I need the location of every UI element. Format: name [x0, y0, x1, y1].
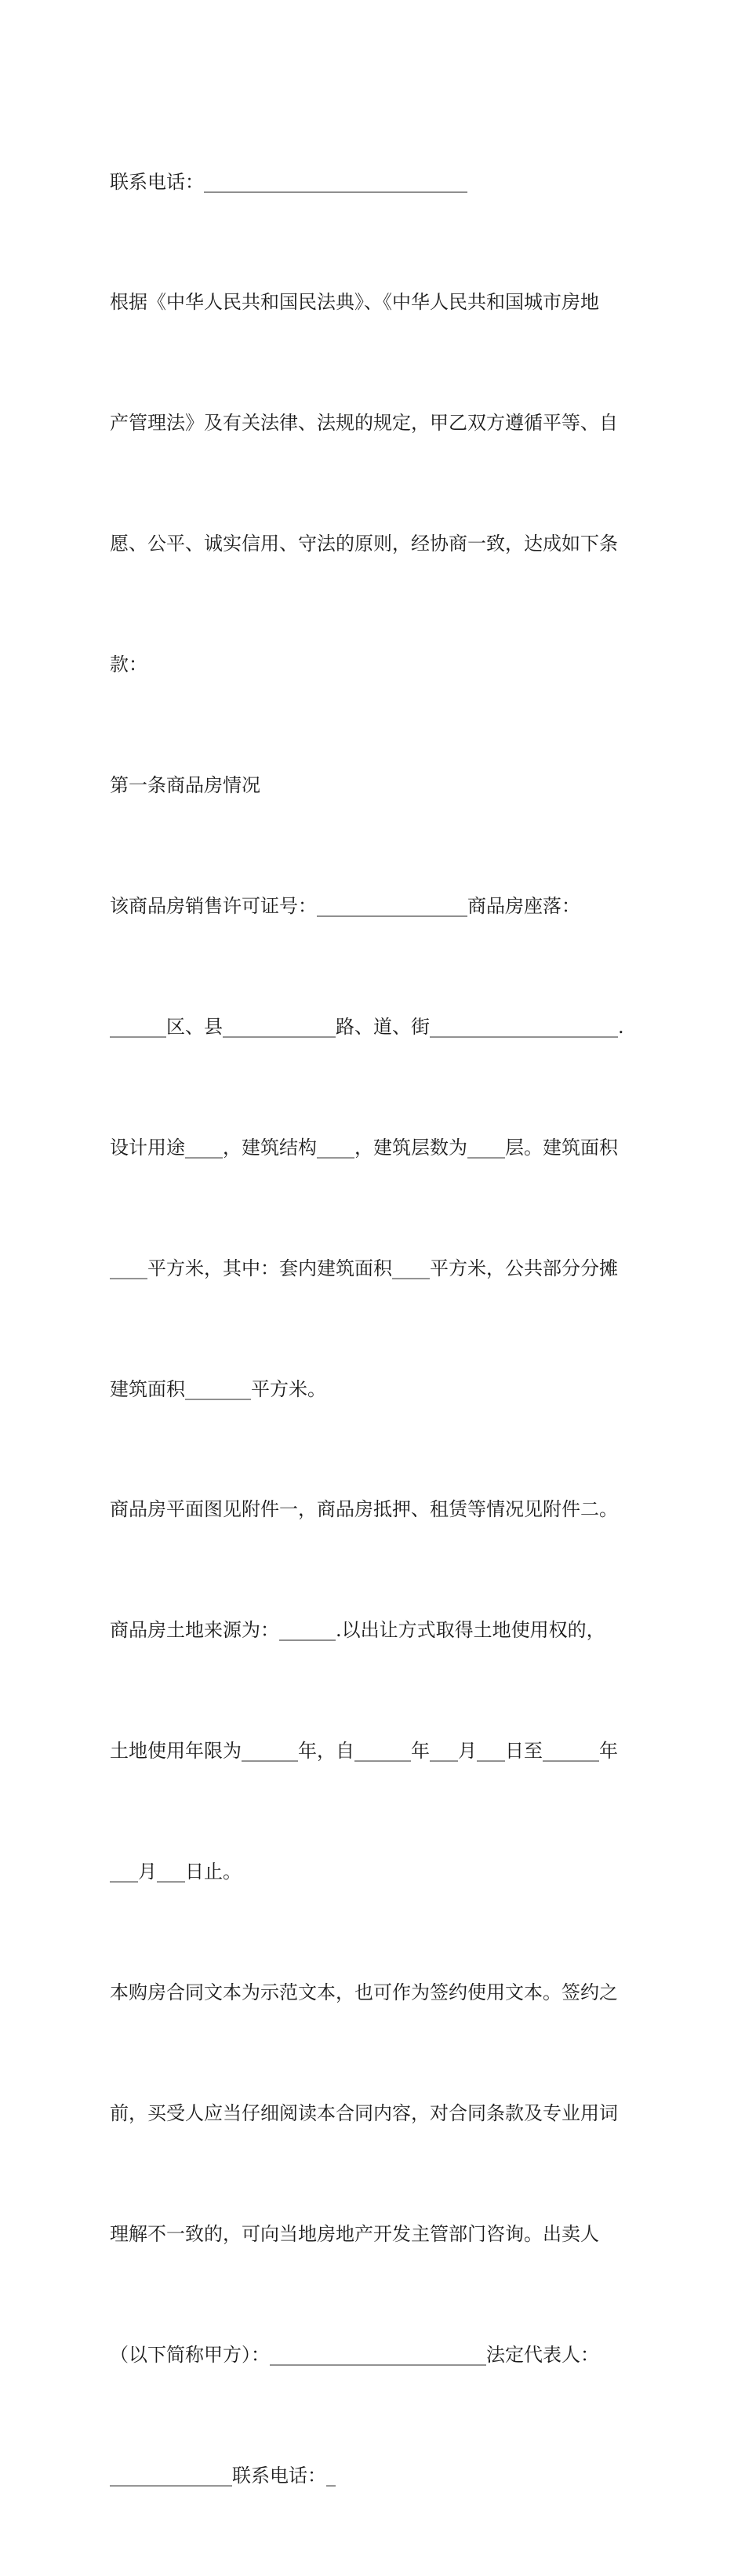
paragraph-line: ___月___日止。 [110, 1861, 242, 1883]
paragraph-line: 商品房土地来源为：______.以出让方式取得土地使用权的， [110, 1619, 605, 1642]
paragraph-line: 根据《中华人民共和国民法典》、《中华人民共和国城市房地 [110, 291, 599, 314]
paragraph-line: ____平方米，其中：套内建筑面积____平方米，公共部分分摊 [110, 1257, 618, 1279]
paragraph-line: 该商品房销售许可证号：________________商品房座落： [110, 894, 580, 917]
paragraph-line: 理解不一致的，可向当地房地产开发主管部门咨询。出卖人 [110, 2222, 599, 2245]
paragraph-line: 土地使用年限为______年，自______年___月___日至______年 [110, 1740, 618, 1763]
paragraph-line: 建筑面积_______平方米。 [110, 1377, 326, 1400]
line-contact-phone: 联系电话：____________________________ [110, 170, 467, 193]
article-heading: 第一条商品房情况 [110, 774, 260, 797]
paragraph-line: ______区、县____________路、道、街____________________. [110, 1015, 624, 1038]
paragraph-line: 设计用途____，建筑结构____，建筑层数为____层。建筑面积 [110, 1136, 618, 1159]
paragraph-line: 愿、公平、诚实信用、守法的原则，经协商一致，达成如下条 [110, 533, 618, 555]
document-body [110, 82, 651, 2576]
paragraph-line: 产管理法》及有关法律、法规的规定，甲乙双方遵循平等、自 [110, 412, 618, 435]
paragraph-line: 本购房合同文本为示范文本，也可作为签约使用文本。签约之 [110, 1981, 618, 2003]
paragraph-line: 款： [110, 653, 147, 676]
paragraph-line: 前，买受人应当仔细阅读本合同内容，对合同条款及专业用词 [110, 2101, 618, 2124]
paragraph-line: _____________联系电话：_ [110, 2464, 336, 2487]
paragraph-line: （以下简称甲方）：_______________________法定代表人： [110, 2343, 599, 2366]
paragraph-line: 商品房平面图见附件一，商品房抵押、租赁等情况见附件二。 [110, 1498, 618, 1521]
